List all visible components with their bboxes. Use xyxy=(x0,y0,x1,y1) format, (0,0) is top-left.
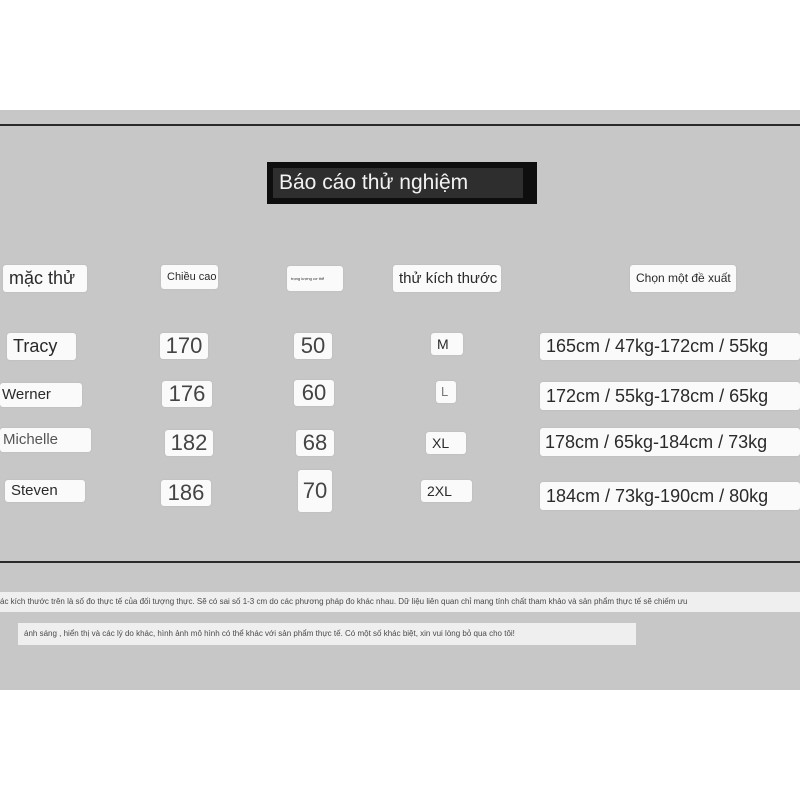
row-weight: 70 xyxy=(298,470,332,512)
row-height: 176 xyxy=(162,381,212,407)
row-range: 184cm / 73kg-190cm / 80kg xyxy=(540,482,800,510)
row-range: 178cm / 65kg-184cm / 73kg xyxy=(540,428,800,456)
row-size: L xyxy=(436,381,456,403)
top-divider xyxy=(0,124,800,126)
row-weight: 60 xyxy=(294,380,334,406)
row-height: 170 xyxy=(160,333,208,359)
row-name: Werner xyxy=(0,383,82,407)
bottom-divider xyxy=(0,561,800,563)
row-name: Tracy xyxy=(7,333,76,360)
header-model: mặc thử xyxy=(3,265,87,292)
title-box xyxy=(267,162,537,204)
row-height: 186 xyxy=(161,480,211,506)
disclaimer-line-1: ác kích thước trên là số đo thực tế của đối tượng thực. Sẽ có sai số 1-3 cm do các phương pháp đo khác nhau. Dữ liệu liên quan chỉ mang tính chất tham khảo và sản phẩm thực tế sẽ chiếm ưu xyxy=(0,592,800,612)
header-size: thử kích thước xyxy=(393,265,501,292)
row-size: 2XL xyxy=(421,480,472,502)
row-weight: 50 xyxy=(294,333,332,359)
page-title: Báo cáo thử nghiệm xyxy=(273,168,523,198)
row-range: 172cm / 55kg-178cm / 65kg xyxy=(540,382,800,410)
header-weight: trọng lượng cơ thể xyxy=(287,266,343,291)
header-suggest: Chọn một đề xuất xyxy=(630,265,736,292)
row-range: 165cm / 47kg-172cm / 55kg xyxy=(540,333,800,360)
disclaimer-line-2: ánh sáng , hiển thị và các lý do khác, hình ảnh mô hình có thể khác với sản phẩm thực tế. Có một số khác biệt, xin vui lòng bỏ qua cho tôi! xyxy=(18,623,636,645)
row-weight: 68 xyxy=(296,430,334,456)
row-size: XL xyxy=(426,432,466,454)
row-height: 182 xyxy=(165,430,213,456)
row-name: Michelle xyxy=(0,428,91,452)
header-height: Chiều cao xyxy=(161,265,218,289)
row-size: M xyxy=(431,333,463,355)
row-name: Steven xyxy=(5,480,85,502)
